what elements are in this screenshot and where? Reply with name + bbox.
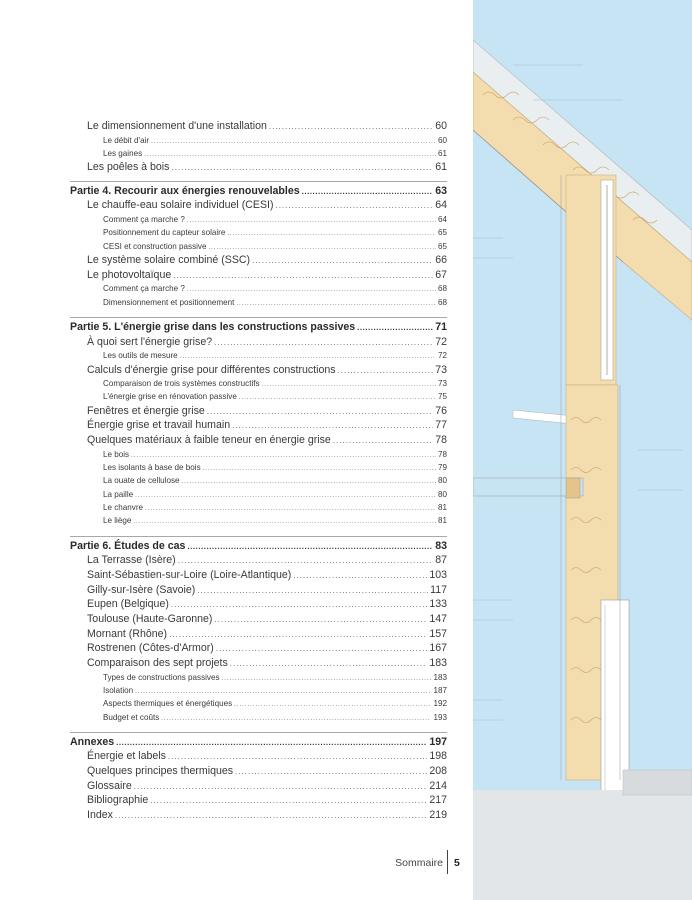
toc-entry-title: Énergie grise et travail humain	[87, 419, 231, 432]
toc-entry[interactable]	[70, 418, 447, 433]
toc-page-number: 73	[437, 379, 447, 389]
toc-subentry[interactable]	[70, 501, 447, 514]
toc-entry-title: Le chauffe-eau solaire individuel (CESI)	[87, 199, 274, 212]
toc-entry[interactable]	[70, 583, 447, 598]
toc-page-number: 217	[429, 794, 447, 807]
toc-entry-title: Partie 4. Recourir aux énergies renouvelables	[70, 184, 300, 197]
toc-page-number: 64	[437, 215, 447, 225]
toc-entry[interactable]	[70, 612, 447, 627]
toc-page-number: 63	[435, 184, 447, 197]
toc-page-number: 81	[437, 503, 447, 513]
toc-dot-leader	[214, 612, 427, 628]
toc-page-number: 79	[437, 463, 447, 473]
toc-dot-leader	[269, 119, 433, 135]
toc-page-number: 183	[433, 672, 447, 682]
toc-dot-leader	[275, 198, 433, 214]
toc-subentry[interactable]	[70, 240, 447, 253]
toc-dot-leader	[197, 583, 428, 599]
toc-page-number: 117	[430, 583, 447, 596]
toc-subentry[interactable]	[70, 134, 447, 147]
toc-entry-title: Le débit d'air	[103, 135, 150, 145]
toc-page-number: 80	[437, 476, 447, 486]
toc-subentry[interactable]	[70, 377, 447, 390]
toc-dot-leader	[134, 779, 428, 795]
toc-entry-title: Le photovoltaïque	[87, 268, 172, 281]
toc-dot-leader	[236, 296, 436, 311]
toc-page-number: 187	[433, 685, 447, 695]
toc-page-number: 78	[435, 434, 447, 447]
toc-entry-title: Partie 6. Études de cas	[70, 539, 186, 552]
toc-entry[interactable]	[70, 779, 447, 794]
toc-entry-title: À quoi sert l'énergie grise?	[87, 335, 213, 348]
toc-dot-leader	[214, 335, 433, 351]
toc-page-number: 198	[429, 750, 447, 763]
foundation	[623, 770, 692, 795]
toc-dot-leader	[207, 404, 433, 420]
toc-entry-title: La paille	[103, 489, 134, 499]
toc-page-number: 87	[435, 554, 447, 567]
toc-entry-title: Index	[87, 809, 113, 822]
toc-entry[interactable]	[70, 160, 447, 175]
toc-dot-leader	[235, 764, 427, 780]
toc-entry-title: Quelques matériaux à faible teneur en énergie grise	[87, 434, 331, 447]
toc-page-number: 183	[429, 656, 447, 669]
toc-part-heading[interactable]	[70, 181, 447, 199]
toc-entry-title: Glossaire	[87, 779, 132, 792]
toc-entry-title: Mornant (Rhône)	[87, 627, 168, 640]
toc-subentry[interactable]	[70, 226, 447, 239]
page-footer	[0, 850, 462, 874]
toc-page-number: 65	[437, 228, 447, 238]
toc-dot-leader	[357, 320, 433, 336]
toc-entry-title: Eupen (Belgique)	[87, 598, 169, 611]
toc-page-number: 65	[437, 241, 447, 251]
toc-dot-leader	[169, 627, 427, 643]
toc-subentry[interactable]	[70, 697, 447, 710]
toc-entry[interactable]	[70, 553, 447, 568]
toc-page-number: 75	[437, 392, 447, 402]
toc-entry-title: Le dimensionnement d'une installation	[87, 120, 267, 132]
toc-part-heading[interactable]	[70, 317, 447, 335]
toc-subentry[interactable]	[70, 514, 447, 527]
toc-page-number: 66	[435, 254, 447, 267]
toc-subentry[interactable]	[70, 474, 447, 487]
toc-subentry[interactable]	[70, 448, 447, 461]
toc-entry-title: Aspects thermiques et énergétiques	[103, 699, 233, 709]
toc-page-number: 77	[435, 419, 447, 432]
toc-entry[interactable]	[70, 793, 447, 808]
toc-entry-title: CESI et construction passive	[103, 241, 207, 251]
toc-entry-title: Fenêtres et énergie grise	[87, 404, 205, 417]
toc-page-number: 197	[429, 735, 447, 748]
toc-entry-title: Budget et coûts	[103, 712, 160, 722]
toc-page-number: 60	[437, 135, 447, 145]
toc-entry-title: Comment ça marche ?	[103, 284, 185, 294]
toc-entry[interactable]	[70, 404, 447, 419]
toc-page-number: 81	[437, 516, 447, 526]
toc-entry-title: Calculs d'énergie grise pour différentes constructions	[87, 363, 336, 376]
toc-subentry[interactable]	[70, 296, 447, 309]
toc-subentry[interactable]	[70, 390, 447, 403]
toc-page-number: 103	[429, 568, 447, 581]
toc-page-number: 72	[437, 351, 447, 361]
toc-entry-title: Énergie et labels	[87, 750, 166, 763]
toc-entry[interactable]	[70, 335, 447, 350]
toc-entry-title: Comparaison des sept projets	[87, 656, 228, 669]
toc-page-number: 167	[429, 642, 447, 655]
toc-entry-title: Le chanvre	[103, 503, 144, 513]
toc-entry-title: Annexes	[70, 735, 115, 748]
toc-entry-title: Saint-Sébastien-sur-Loire (Loire-Atlantique)	[87, 568, 292, 581]
toc-dot-leader	[116, 735, 427, 751]
toc-dot-leader	[187, 539, 433, 555]
toc-page-number: 208	[429, 765, 447, 777]
toc-page-number: 80	[437, 489, 447, 499]
toc-page-number: 192	[433, 699, 447, 709]
toc-page-number: 60	[435, 120, 447, 132]
toc-dot-leader	[173, 268, 433, 284]
toc-dot-leader	[168, 749, 427, 765]
toc-entry-title: Rostrenen (Côtes-d'Armor)	[87, 642, 214, 655]
toc-entry-title: Gilly-sur-Isère (Savoie)	[87, 583, 196, 596]
toc-entry[interactable]	[70, 253, 447, 268]
ground	[473, 790, 692, 900]
toc-entry-title: Partie 5. L'énergie grise dans les constructions passives	[70, 321, 356, 334]
toc-dot-leader	[178, 553, 433, 569]
toc-dot-leader	[338, 363, 434, 379]
toc-page-number: 68	[437, 297, 447, 307]
toc-entry-title: Comment ça marche ?	[103, 215, 185, 225]
toc-dot-leader	[171, 160, 433, 176]
toc-entry-title: La Terrasse (Isère)	[87, 554, 176, 567]
toc-subentry[interactable]	[70, 671, 447, 684]
toc-entry-title: Le bois	[103, 449, 130, 459]
toc-entry-title: Les isolants à base de bois	[103, 463, 201, 473]
toc-page-number: 61	[437, 148, 447, 158]
toc-entry-title: Les poêles à bois	[87, 161, 170, 174]
toc-part-heading[interactable]	[70, 732, 447, 750]
toc-subentry[interactable]	[70, 711, 447, 724]
toc-subentry[interactable]	[70, 488, 447, 501]
toc-page-number: 61	[435, 161, 447, 174]
toc-entry[interactable]	[70, 119, 447, 134]
toc-dot-leader	[171, 597, 427, 613]
toc-subentry[interactable]	[70, 147, 447, 160]
toc-entry-title: Quelques principes thermiques	[87, 765, 234, 777]
toc-page-number: 67	[435, 268, 447, 281]
toc-dot-leader	[133, 514, 436, 529]
toc-entry[interactable]	[70, 597, 447, 612]
footer-divider	[447, 850, 448, 874]
toc-entry[interactable]	[70, 656, 447, 671]
toc-dot-leader	[293, 568, 427, 584]
toc-dot-leader	[150, 793, 427, 809]
toc-entry[interactable]	[70, 641, 447, 656]
toc-dot-leader	[115, 808, 427, 824]
toc-page-number: 68	[437, 284, 447, 294]
table-of-contents	[70, 119, 447, 823]
toc-dot-leader	[216, 641, 427, 657]
toc-page-number: 133	[429, 598, 447, 611]
toc-subentry[interactable]	[70, 684, 447, 697]
toc-entry-title: La ouate de cellulose	[103, 476, 180, 486]
toc-entry[interactable]	[70, 749, 447, 764]
toc-dot-leader	[252, 253, 433, 269]
toc-page-number: 83	[435, 539, 447, 552]
floor-beam	[566, 478, 580, 498]
toc-page-number: 64	[435, 199, 447, 212]
toc-entry-title: Les gaines	[103, 148, 143, 158]
toc-entry[interactable]	[70, 764, 447, 779]
toc-entry-title: L'énergie grise en rénovation passive	[103, 392, 237, 402]
toc-dot-leader	[333, 433, 433, 449]
toc-page-number: 193	[433, 712, 447, 722]
toc-page-number: 214	[429, 779, 447, 792]
toc-entry-title: Bibliographie	[87, 794, 149, 807]
wall-section-illustration	[473, 0, 692, 900]
toc-dot-leader	[161, 711, 431, 726]
toc-subentry[interactable]	[70, 349, 447, 362]
toc-subentry[interactable]	[70, 282, 447, 295]
toc-entry-title: Positionnement du capteur solaire	[103, 228, 226, 238]
toc-entry[interactable]	[70, 433, 447, 448]
toc-entry[interactable]	[70, 808, 447, 823]
toc-subentry[interactable]	[70, 213, 447, 226]
toc-page-number: 71	[435, 321, 447, 334]
toc-page-number: 76	[435, 404, 447, 417]
toc-entry-title: Le liège	[103, 516, 132, 526]
toc-dot-leader	[302, 184, 434, 200]
toc-entry-title: Les outils de mesure	[103, 351, 178, 361]
toc-entry[interactable]	[70, 627, 447, 642]
toc-entry-title: Le système solaire combiné (SSC)	[87, 254, 251, 267]
toc-entry[interactable]	[70, 568, 447, 583]
toc-entry-title: Comparaison de trois systèmes constructifs	[103, 379, 260, 389]
toc-page-number: 219	[429, 809, 447, 822]
toc-entry[interactable]	[70, 198, 447, 213]
toc-page-number: 73	[435, 363, 447, 376]
page-number: 5	[454, 857, 460, 869]
toc-entry-title: Types de constructions passives	[103, 672, 220, 682]
toc-entry-title: Dimensionnement et positionnement	[103, 297, 235, 307]
toc-entry[interactable]	[70, 363, 447, 378]
toc-part-heading[interactable]	[70, 536, 447, 554]
toc-subentry[interactable]	[70, 461, 447, 474]
toc-page-number: 72	[435, 335, 447, 348]
toc-dot-leader	[230, 656, 428, 672]
toc-page-number: 157	[429, 627, 447, 640]
toc-dot-leader	[232, 418, 433, 434]
toc-entry-title: Toulouse (Haute-Garonne)	[87, 612, 213, 625]
toc-page-number: 78	[437, 449, 447, 459]
footer-section-label: Sommaire	[395, 857, 443, 869]
toc-entry[interactable]	[70, 268, 447, 283]
toc-page-number: 147	[429, 612, 447, 625]
toc-entry-title: Isolation	[103, 685, 134, 695]
